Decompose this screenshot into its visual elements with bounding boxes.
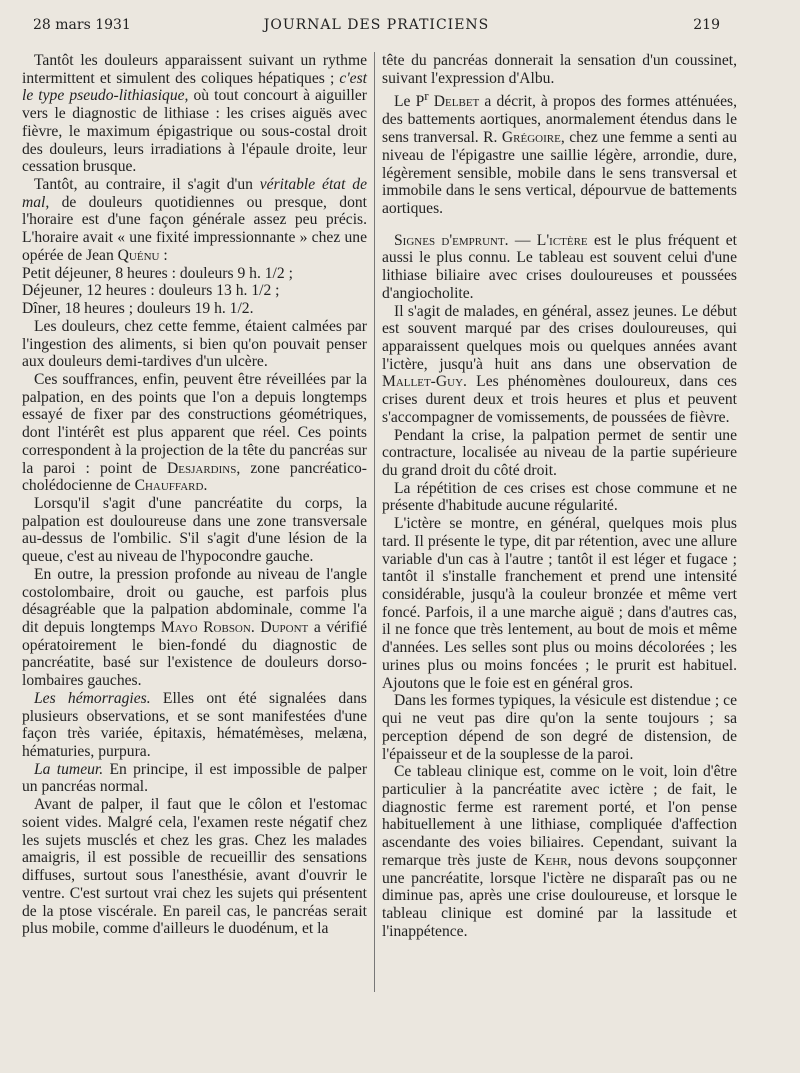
- author-name: Chauffard: [134, 477, 204, 495]
- text: de douleurs quotidiennes ou presque, dont l'horaire est d'une façon générale assez peu précis. L'horaire avait « une fixité impressionnante » chez une opérée de Jean: [22, 193, 367, 264]
- paragraph: [22, 52, 367, 176]
- schedule-line: Petit déjeuner, 8 heures : douleurs 9 h. 1/2 ;: [22, 264, 293, 282]
- journal-title: JOURNAL DES PRATICIENS: [263, 17, 490, 33]
- text: , nous devons soupçonner une pancréatite, lorsque l'ictère ne disparaît pas ou ne diminue pas, après une crise douloureuse, et lorsque le tableau clinique est dominé par la lassitude et l'inappétence.: [382, 851, 737, 940]
- schedule-line: Déjeuner, 12 heures : douleurs 13 h. 1/2 ;: [22, 282, 280, 300]
- page-number: 219: [693, 17, 720, 33]
- paragraph: [382, 763, 737, 940]
- paragraph: [22, 176, 367, 265]
- paragraph: Lorsqu'il s'agit d'une pancréatite du corps, la palpation est douloureuse dans une zone transversale au-dessus de l'ombilic. S'il s'agit d'une lésion de la queue, c'est au niveau de l'hypocondre gauche.: [22, 494, 367, 566]
- text: , chez une femme a senti au niveau de l'épigastre une saillie légère, arrondie, dure, légèrement sensible, mobile dans le sens transversal et immobile dans le sens vertical, dépourvue de battements aortiques.: [382, 129, 737, 217]
- issue-date: 28 mars 1931: [33, 17, 131, 33]
- paragraph: [22, 371, 367, 495]
- superscript: r: [424, 88, 429, 104]
- text: .: [250, 619, 261, 636]
- text: Tantôt les douleurs apparaissent suivant un rythme intermittent et simulent des coliques hépatiques ;: [22, 52, 367, 87]
- left-column: [22, 52, 367, 938]
- schedule-line: Dîner, 18 heures ; douleurs 19 h. 1/2.: [22, 300, 254, 318]
- text: En principe, il est impossible de palper un pancréas normal.: [22, 760, 368, 796]
- keyword: ictère: [549, 231, 588, 249]
- paragraph: [22, 690, 367, 761]
- section-heading: Les hémorragies.: [34, 689, 151, 707]
- text: .: [203, 477, 208, 495]
- paragraph: Pendant la crise, la palpation permet de sentir une contracture, localisée au niveau de la partie supérieure du grand droit du côté droit.: [382, 426, 737, 479]
- section-heading: Signes d'emprunt.: [394, 231, 509, 249]
- paragraph: [22, 566, 367, 690]
- author-name: Mayo Robson: [160, 619, 251, 636]
- text: — L': [508, 231, 550, 249]
- text: où tout concourt à aiguiller vers le diagnostic de lithiase : les crises aiguës avec fièvre, le maximum épigastrique ou sous-costal droit des douleurs, leurs irradiations à l'épaule droite, leur cessation brusque.: [22, 87, 368, 176]
- paragraph: Les douleurs, chez cette femme, étaient calmées par l'ingestion des aliments, si bien qu'on pouvait penser aux douleurs demi-tardives d'un ulcère.: [22, 317, 367, 371]
- text: En outre, la pression profonde au niveau de l'angle costolombaire, droit ou gauche, est parfois plus désagréable que la palpation abdominale, comme l'a dit depuis longtemps: [22, 565, 367, 636]
- text: Elles ont été signalées dans plusieurs observations, et se sont manifestées d'une façon très variée, épitaxis, hématémèses, melæna, hématuries, purpura.: [22, 689, 367, 761]
- paragraph: Avant de palper, il faut que le côlon et l'estomac soient vides. Malgré cela, l'examen reste négatif chez les sujets musclés et chez les gras. Chez les malades amaigris, il est possible de recueillir des sensations diffuses, surtout sous l'anesthésie, avant d'ouvrir le ventre. C'est surtout vrai chez les sujets qui présentent de la ptose viscérale. En pareil cas, le pancréas serait plus mobile, comme d'ailleurs le duodénum, et la: [22, 796, 367, 938]
- paragraph: tête du pancréas donnerait la sensation d'un coussinet, suivant l'expression d'Albu.: [382, 52, 737, 87]
- author-name: Delbet: [433, 93, 480, 111]
- author-name: Kehr: [534, 851, 568, 869]
- author-name: Mallet-Guy: [382, 373, 464, 391]
- author-name: Desjardins: [167, 459, 237, 477]
- paragraph: [382, 87, 737, 217]
- text: Le P: [394, 93, 425, 111]
- paragraph: [22, 761, 367, 796]
- author-name: Dupont: [260, 619, 309, 636]
- text: , zone pancréatico-cholédocienne de: [22, 459, 367, 495]
- text: est le plus fréquent et aussi le plus connu. Le tableau est souvent celui d'une lithiase biliaire avec crises douloureuses et poussées d'angiocholite.: [382, 231, 737, 302]
- paragraph: [382, 232, 737, 303]
- text: Ce tableau clinique est, comme on le voit, loin d'être particulier à la pancréatite avec ictère ; de fait, le diagnostic ferme est rarement porté, et l'on pense habituellement à une lithiase, compliquée d'affection ascendante des voies biliaires. Cependant, suivant la remarque très juste de: [382, 763, 737, 869]
- column-divider: [374, 52, 375, 992]
- author-name: Grégoire: [501, 129, 561, 147]
- text-italic: véritable état de mal,: [22, 176, 367, 211]
- paragraph: Dans les formes typiques, la vésicule est distendue ; ce qui ne veut pas dire qu'on la sente toujours ; sa perception dépend de son degré de distension, de l'épaisseur et de la souplesse de la paroi.: [382, 692, 737, 763]
- paragraph: La répétition de ces crises est chose commune et ne présente d'habitude aucune régularité.: [382, 479, 737, 515]
- text: :: [159, 246, 168, 264]
- paragraph: [382, 303, 737, 427]
- text: a vérifié opératoirement le bien-fondé du diagnostic de pancréatite, basé sur l'existence de douleurs dorso-lombaires gauches.: [22, 619, 368, 690]
- section-heading: La tumeur.: [34, 760, 104, 778]
- author-name: Quénu: [117, 246, 160, 264]
- right-column: [382, 52, 737, 940]
- text: Tantôt, au contraire, il s'agit d'un: [34, 176, 260, 194]
- paragraph: L'ictère se montre, en général, quelques mois plus tard. Il présente le type, dit par rétention, avec une allure variable d'un cas à l'autre ; tantôt il est léger et fugace ; tantôt il s'installe franchement et prend une intensité considérable, jusqu'à la couleur bronzée et même vert foncé. Parfois, il a une marche aiguë ; dans d'autres cas, il ne fonce que très lentement, au bout de mois et même d'années. Les selles sont plus ou moins décolorées ; les urines plus ou moins foncées ; le prurit est habituel. Ajoutons que le foie est en général gros.: [382, 515, 737, 692]
- text: . Les phénomènes douloureux, dans ces crises durent deux et trois heures et plus et peuvent s'accompagner de vomissements, de poussées de fièvre.: [382, 373, 737, 426]
- text: Ces souffrances, enfin, peuvent être réveillées par la palpation, en des points que l'on a depuis longtemps essayé de fixer par des constructions géométriques, dont l'intérêt est plus apparent que réel. Ces points correspondent à la projection de la tête du pancréas sur la paroi : point de: [22, 370, 367, 477]
- text: Il s'agit de malades, en général, assez jeunes. Le début est souvent marqué par des crises douloureuses, qui apparaissent quelques mois ou quelques années avant l'ictère, jusqu'à huit ans dans une observation de: [382, 302, 737, 373]
- text-italic: c'est le type pseudo-lithiasique,: [22, 69, 367, 105]
- page-header: [33, 17, 720, 37]
- text: a décrit, à propos des formes atténuées, des battements aortiques, anormalement étendus dans le sens tranversal. R.: [382, 93, 737, 147]
